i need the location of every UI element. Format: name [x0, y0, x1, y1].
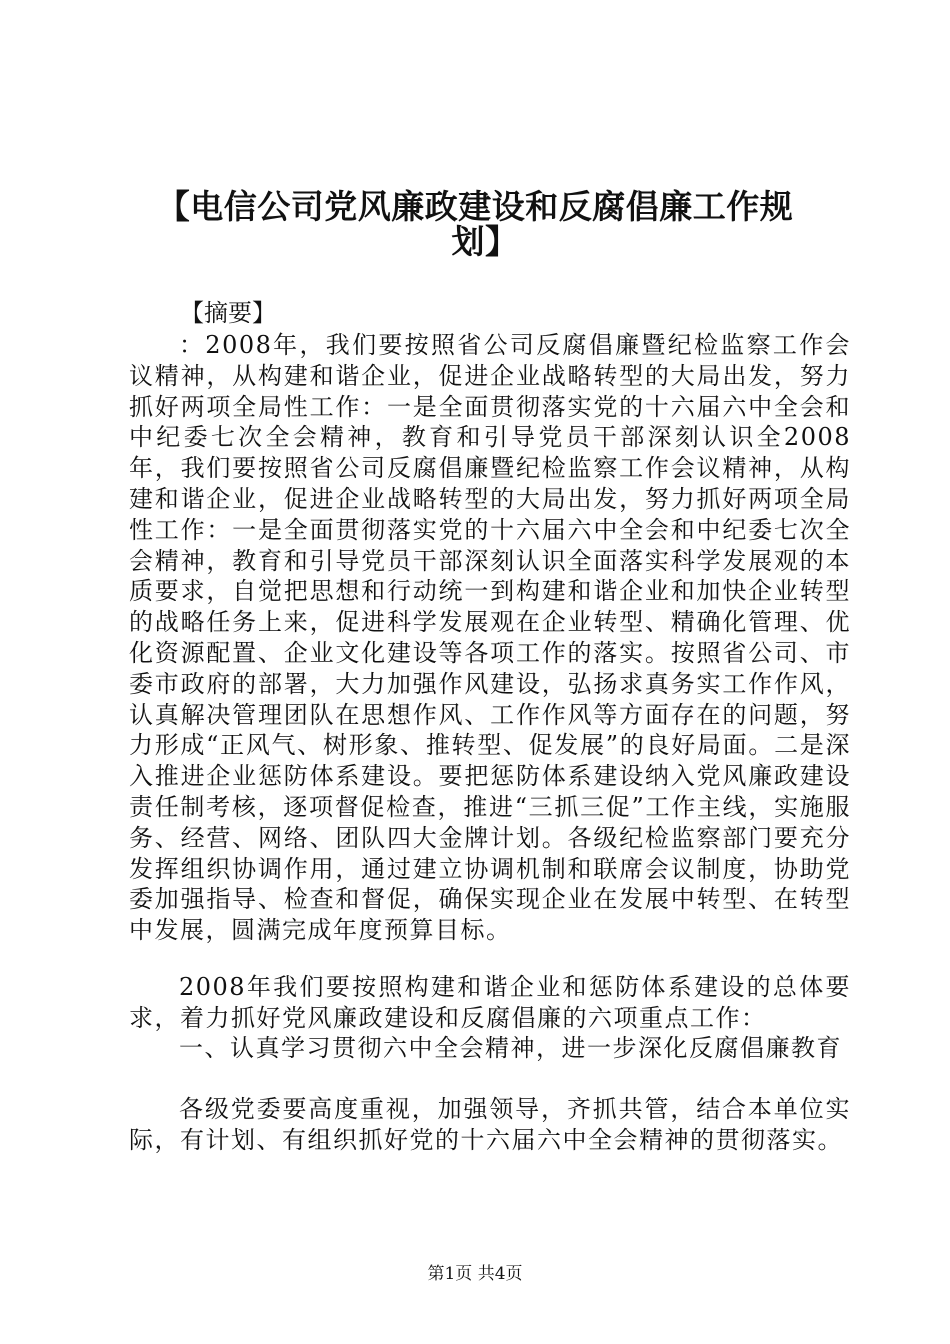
summary-label: 【摘要】	[180, 299, 276, 327]
document-title-line-1: 【电信公司党风廉政建设和反腐倡廉工作规	[156, 187, 794, 226]
section-heading: 一、认真学习贯彻六中全会精神，进一步深化反腐倡廉教育	[179, 1034, 842, 1062]
summary-paragraph: ：2008年，我们要按照省公司反腐倡廉暨纪检监察工作会议精神，从构建和谐企业，促进企业战略转型的大局出发，努力抓好两项全局性工作：一是全面贯彻落实党的十六届六中全会和中纪委七次全会精神，教育和引导党员干部深刻认识全2008年，我们要按照省公司反腐倡廉暨纪检监察工作会议精神，从构建和谐企业，促进企业战略转型的大局出发，努力抓好两项全局性工作：一是全面贯彻落实党的十六届六中全会和中纪委七次全会精神，教育和引导党员干部深刻认识全面落实科学发展观的本质要求，自觉把思想和行动统一到构建和谐企业和加快企业转型的战略任务上来，促进科学发展观在企业转型、精确化管理、优化资源配置、企业文化建设等各项工作的落实。按照省公司、市委市政府的部署，大力加强作风建设，弘扬求真务实工作作风，认真解决管理团队在思想作风、工作作风等方面存在的问题，努力形成“正风气、树形象、推转型、促发展”的良好局面。二是深入推进企业惩防体系建设。要把惩防体系建设纳入党风廉政建设责任制考核，逐项督促检查，推进“三抓三促”工作主线，实施服务、经营、网络、团队四大金牌计划。各级纪检监察部门要充分发挥组织协调作用，通过建立协调机制和联席会议制度，协助党委加强指导、检查和督促，确保实现企业在发展中转型、在转型中发展，圆满完成年度预算目标。	[129, 331, 851, 945]
body-paragraph: 各级党委要高度重视，加强领导，齐抓共管，结合本单位实际，有计划、有组织抓好党的十六届六中全会精神的贯彻落实。	[129, 1095, 851, 1154]
body-paragraph: 2008年我们要按照构建和谐企业和惩防体系建设的总体要求，着力抓好党风廉政建设和反腐倡廉的六项重点工作：	[129, 973, 851, 1032]
document-title-line-2: 划】	[451, 222, 519, 261]
page-number-footer: 第1页 共4页	[427, 1264, 523, 1284]
